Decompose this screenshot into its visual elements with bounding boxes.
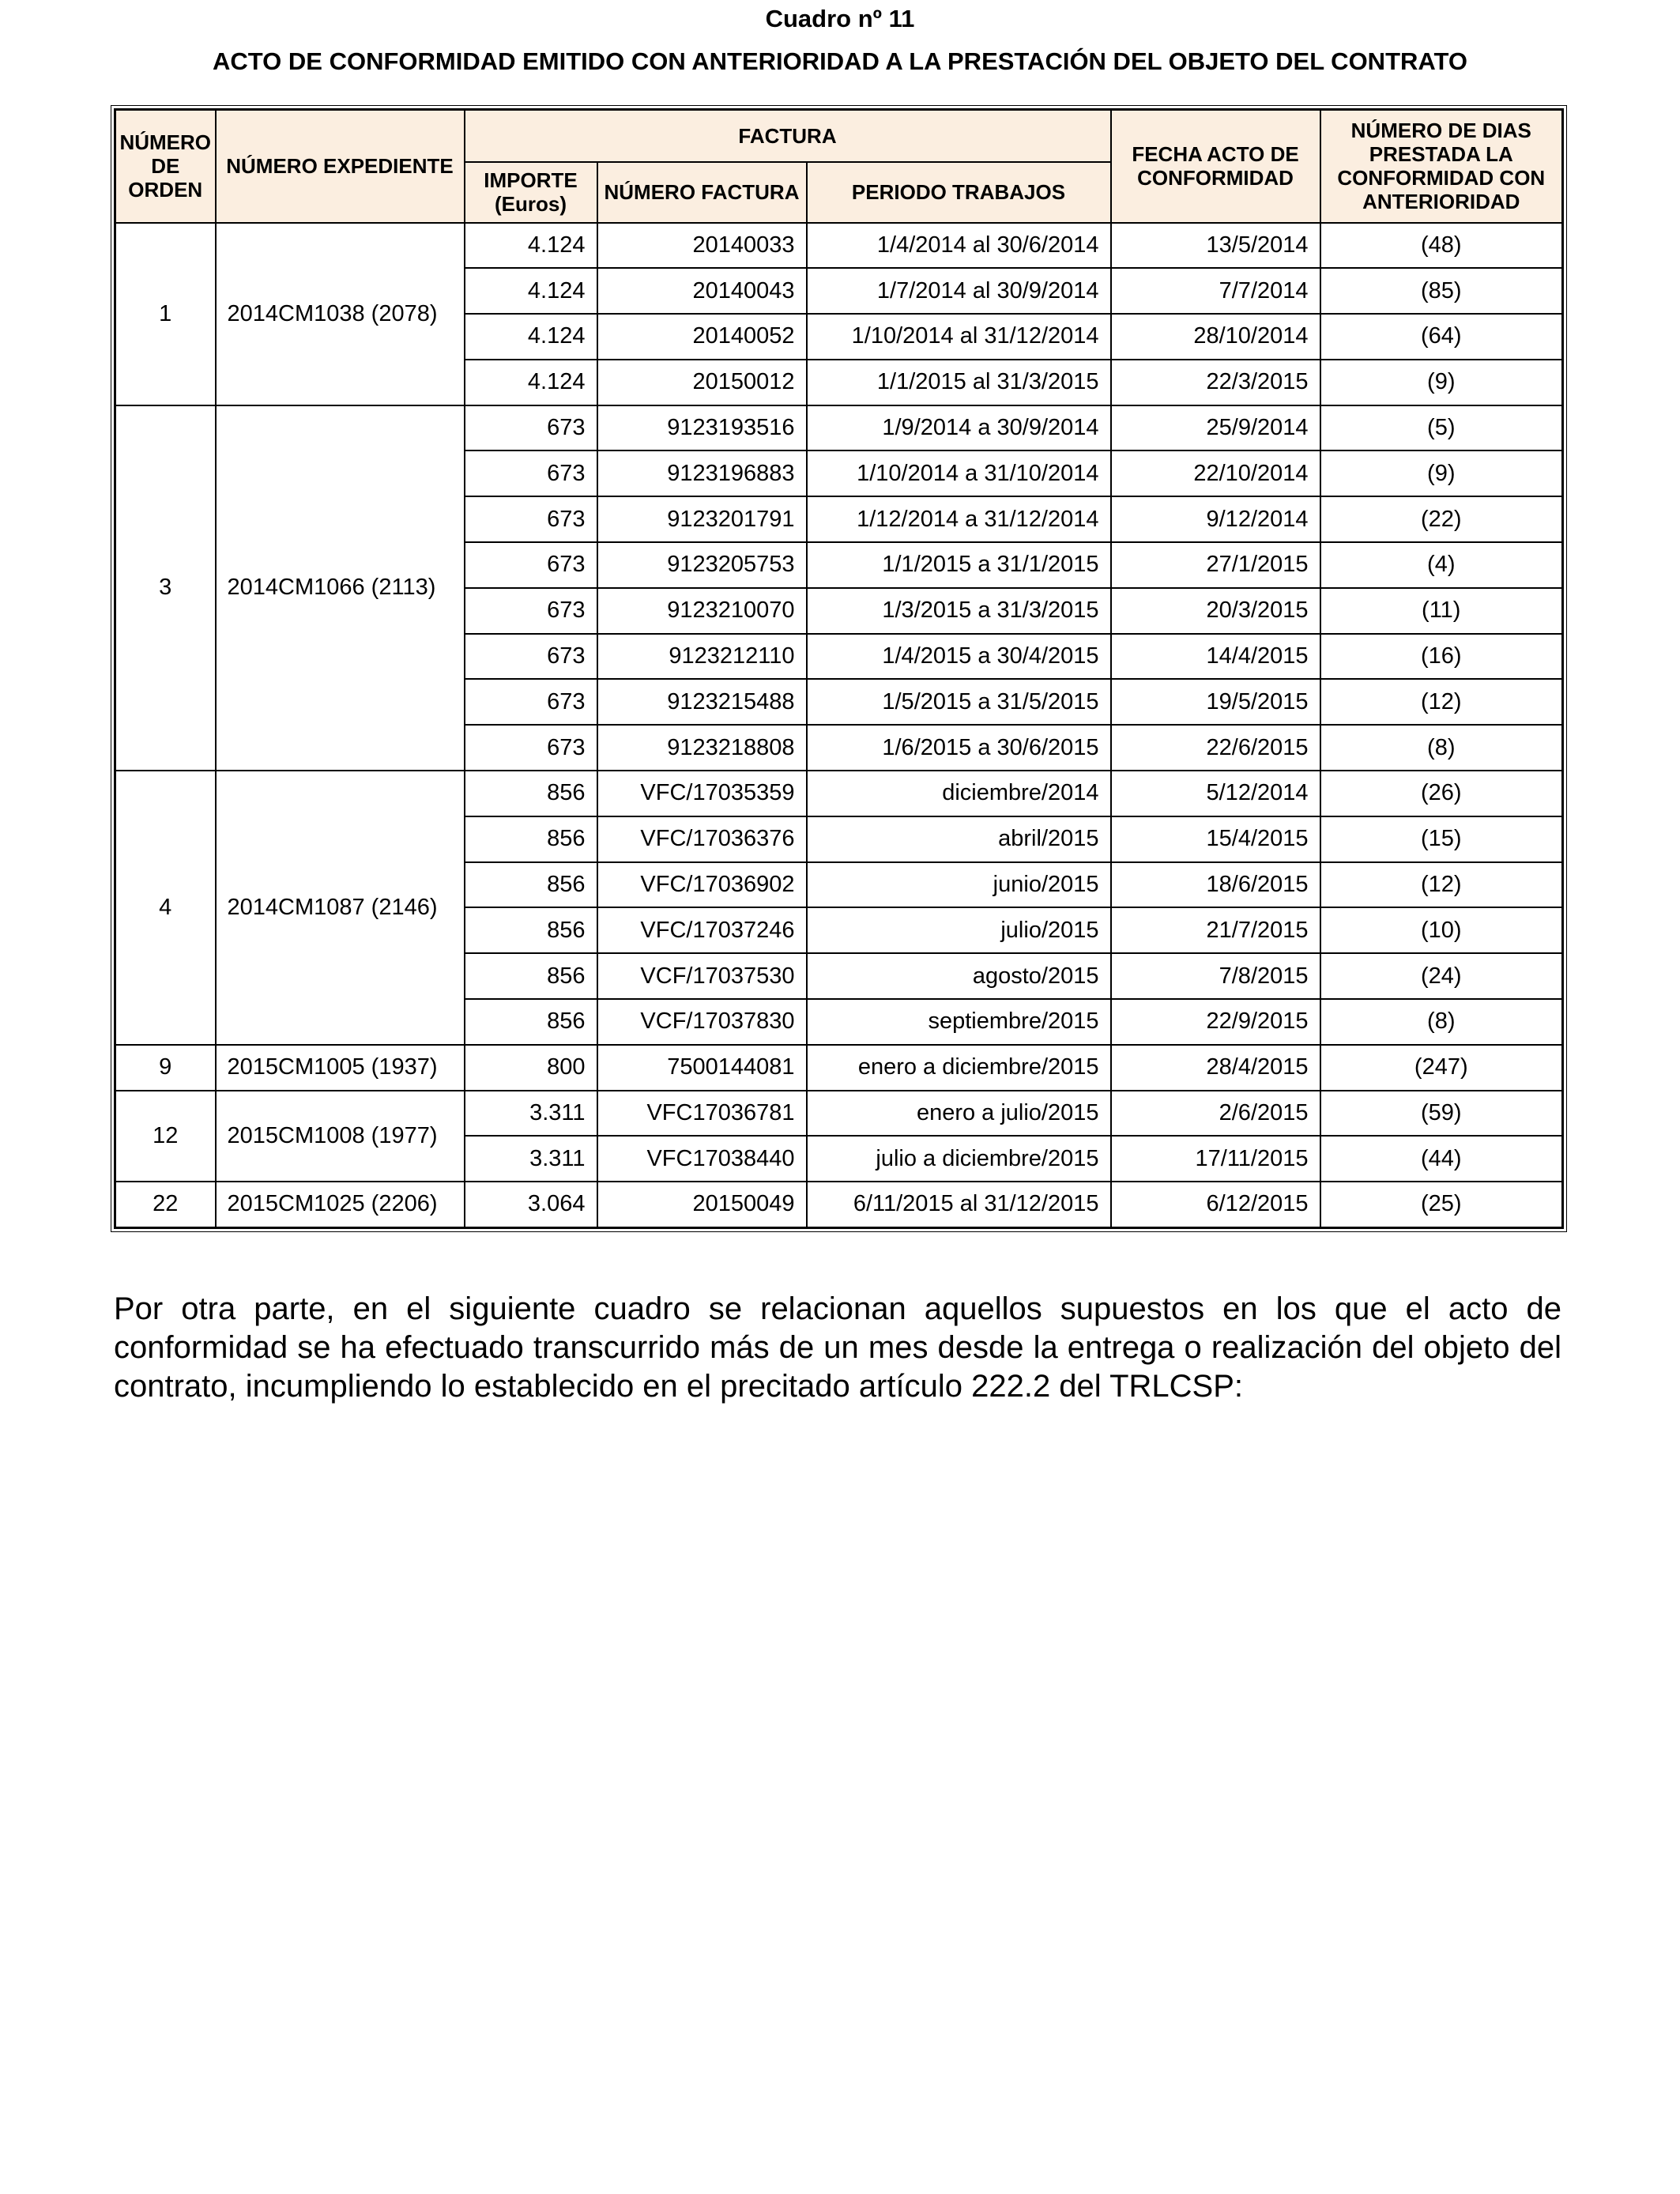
fecha-cell: 19/5/2015 <box>1111 679 1320 725</box>
fecha-cell: 7/7/2014 <box>1111 268 1320 314</box>
header-fecha: FECHA ACTO DE CONFORMIDAD <box>1111 110 1320 223</box>
factura-cell: 9123215488 <box>597 679 807 725</box>
factura-cell: VFC/17036376 <box>597 816 807 862</box>
importe-cell: 673 <box>465 496 597 542</box>
conformity-table <box>114 108 1564 1229</box>
periodo-cell: 1/7/2014 al 30/9/2014 <box>807 268 1111 314</box>
importe-cell: 4.124 <box>465 223 597 269</box>
orden-cell: 1 <box>115 223 216 405</box>
periodo-cell: 1/5/2015 a 31/5/2015 <box>807 679 1111 725</box>
fecha-cell: 28/4/2015 <box>1111 1045 1320 1091</box>
header-dias: NÚMERO DE DIAS PRESTADA LA CONFORMIDAD CON ANTERIORIDAD <box>1320 110 1563 223</box>
header-factura: FACTURA <box>465 110 1111 162</box>
dias-cell: (59) <box>1320 1091 1563 1137</box>
dias-cell: (16) <box>1320 634 1563 680</box>
importe-cell: 800 <box>465 1045 597 1091</box>
fecha-cell: 9/12/2014 <box>1111 496 1320 542</box>
periodo-cell: 6/11/2015 al 31/12/2015 <box>807 1182 1111 1227</box>
factura-cell: 20140052 <box>597 314 807 360</box>
dias-cell: (25) <box>1320 1182 1563 1227</box>
dias-cell: (48) <box>1320 223 1563 269</box>
fecha-cell: 6/12/2015 <box>1111 1182 1320 1227</box>
fecha-cell: 5/12/2014 <box>1111 771 1320 816</box>
importe-cell: 856 <box>465 862 597 908</box>
importe-cell: 856 <box>465 816 597 862</box>
periodo-cell: 1/6/2015 a 30/6/2015 <box>807 725 1111 771</box>
expediente-cell: 2014CM1038 (2078) <box>216 223 465 405</box>
importe-cell: 856 <box>465 999 597 1045</box>
importe-cell: 856 <box>465 953 597 999</box>
factura-cell: 20150049 <box>597 1182 807 1227</box>
expediente-cell: 2014CM1087 (2146) <box>216 771 465 1045</box>
table-title: ACTO DE CONFORMIDAD EMITIDO CON ANTERIORIDAD A LA PRESTACIÓN DEL OBJETO DEL CONTRATO <box>213 47 1467 75</box>
fecha-cell: 17/11/2015 <box>1111 1136 1320 1182</box>
factura-cell: 9123210070 <box>597 588 807 634</box>
fecha-cell: 7/8/2015 <box>1111 953 1320 999</box>
expediente-cell: 2015CM1025 (2206) <box>216 1182 465 1227</box>
periodo-cell: julio/2015 <box>807 907 1111 953</box>
factura-cell: VFC17038440 <box>597 1136 807 1182</box>
periodo-cell: 1/10/2014 al 31/12/2014 <box>807 314 1111 360</box>
dias-cell: (64) <box>1320 314 1563 360</box>
periodo-cell: junio/2015 <box>807 862 1111 908</box>
header-importe: IMPORTE (Euros) <box>465 162 597 223</box>
periodo-cell: 1/10/2014 a 31/10/2014 <box>807 450 1111 496</box>
fecha-cell: 21/7/2015 <box>1111 907 1320 953</box>
periodo-cell: 1/4/2014 al 30/6/2014 <box>807 223 1111 269</box>
periodo-cell: agosto/2015 <box>807 953 1111 999</box>
table-row <box>115 1045 1563 1091</box>
header-expediente: NÚMERO EXPEDIENTE <box>216 110 465 223</box>
fecha-cell: 28/10/2014 <box>1111 314 1320 360</box>
table-row <box>115 405 1563 451</box>
periodo-cell: diciembre/2014 <box>807 771 1111 816</box>
fecha-cell: 20/3/2015 <box>1111 588 1320 634</box>
factura-cell: VCF/17037830 <box>597 999 807 1045</box>
dias-cell: (247) <box>1320 1045 1563 1091</box>
dias-cell: (8) <box>1320 999 1563 1045</box>
fecha-cell: 18/6/2015 <box>1111 862 1320 908</box>
dias-cell: (44) <box>1320 1136 1563 1182</box>
table-caption: Cuadro nº 11 <box>765 5 915 32</box>
dias-cell: (24) <box>1320 953 1563 999</box>
fecha-cell: 22/3/2015 <box>1111 360 1320 405</box>
orden-cell: 12 <box>115 1091 216 1182</box>
dias-cell: (10) <box>1320 907 1563 953</box>
importe-cell: 3.311 <box>465 1091 597 1137</box>
periodo-cell: 1/3/2015 a 31/3/2015 <box>807 588 1111 634</box>
fecha-cell: 27/1/2015 <box>1111 542 1320 588</box>
fecha-cell: 22/10/2014 <box>1111 450 1320 496</box>
factura-cell: 20150012 <box>597 360 807 405</box>
factura-cell: VFC/17036902 <box>597 862 807 908</box>
fecha-cell: 14/4/2015 <box>1111 634 1320 680</box>
factura-cell: VFC/17037246 <box>597 907 807 953</box>
periodo-cell: septiembre/2015 <box>807 999 1111 1045</box>
periodo-cell: 1/1/2015 a 31/1/2015 <box>807 542 1111 588</box>
table-row <box>115 771 1563 816</box>
importe-cell: 3.311 <box>465 1136 597 1182</box>
factura-cell: 9123212110 <box>597 634 807 680</box>
factura-cell: VCF/17037530 <box>597 953 807 999</box>
fecha-cell: 2/6/2015 <box>1111 1091 1320 1137</box>
periodo-cell: abril/2015 <box>807 816 1111 862</box>
periodo-cell: enero a julio/2015 <box>807 1091 1111 1137</box>
periodo-cell: 1/9/2014 a 30/9/2014 <box>807 405 1111 451</box>
table-row <box>115 1182 1563 1227</box>
factura-cell: 9123205753 <box>597 542 807 588</box>
importe-cell: 4.124 <box>465 268 597 314</box>
dias-cell: (8) <box>1320 725 1563 771</box>
fecha-cell: 13/5/2014 <box>1111 223 1320 269</box>
fecha-cell: 22/9/2015 <box>1111 999 1320 1045</box>
orden-cell: 9 <box>115 1045 216 1091</box>
dias-cell: (12) <box>1320 679 1563 725</box>
expediente-cell: 2015CM1008 (1977) <box>216 1091 465 1182</box>
factura-cell: 20140033 <box>597 223 807 269</box>
importe-cell: 4.124 <box>465 360 597 405</box>
expediente-cell: 2014CM1066 (2113) <box>216 405 465 771</box>
importe-cell: 673 <box>465 450 597 496</box>
dias-cell: (9) <box>1320 450 1563 496</box>
importe-cell: 673 <box>465 542 597 588</box>
dias-cell: (4) <box>1320 542 1563 588</box>
importe-cell: 673 <box>465 679 597 725</box>
factura-cell: 9123218808 <box>597 725 807 771</box>
importe-cell: 673 <box>465 588 597 634</box>
importe-cell: 673 <box>465 405 597 451</box>
importe-cell: 673 <box>465 634 597 680</box>
fecha-cell: 25/9/2014 <box>1111 405 1320 451</box>
factura-cell: 20140043 <box>597 268 807 314</box>
header-numero-factura: NÚMERO FACTURA <box>597 162 807 223</box>
orden-cell: 3 <box>115 405 216 771</box>
dias-cell: (5) <box>1320 405 1563 451</box>
periodo-cell: julio a diciembre/2015 <box>807 1136 1111 1182</box>
periodo-cell: 1/12/2014 a 31/12/2014 <box>807 496 1111 542</box>
importe-cell: 856 <box>465 771 597 816</box>
expediente-cell: 2015CM1005 (1937) <box>216 1045 465 1091</box>
importe-cell: 4.124 <box>465 314 597 360</box>
header-periodo: PERIODO TRABAJOS <box>807 162 1111 223</box>
importe-cell: 856 <box>465 907 597 953</box>
dias-cell: (11) <box>1320 588 1563 634</box>
orden-cell: 4 <box>115 771 216 1045</box>
factura-cell: 9123201791 <box>597 496 807 542</box>
factura-cell: 9123196883 <box>597 450 807 496</box>
header-orden: NÚMERO DE ORDEN <box>115 110 216 223</box>
factura-cell: 7500144081 <box>597 1045 807 1091</box>
dias-cell: (26) <box>1320 771 1563 816</box>
fecha-cell: 22/6/2015 <box>1111 725 1320 771</box>
dias-cell: (15) <box>1320 816 1563 862</box>
importe-cell: 3.064 <box>465 1182 597 1227</box>
table-body <box>115 223 1563 1228</box>
periodo-cell: enero a diciembre/2015 <box>807 1045 1111 1091</box>
table-row <box>115 1091 1563 1137</box>
periodo-cell: 1/1/2015 al 31/3/2015 <box>807 360 1111 405</box>
orden-cell: 22 <box>115 1182 216 1227</box>
dias-cell: (9) <box>1320 360 1563 405</box>
fecha-cell: 15/4/2015 <box>1111 816 1320 862</box>
factura-cell: 9123193516 <box>597 405 807 451</box>
dias-cell: (12) <box>1320 862 1563 908</box>
factura-cell: VFC/17035359 <box>597 771 807 816</box>
factura-cell: VFC17036781 <box>597 1091 807 1137</box>
dias-cell: (85) <box>1320 268 1563 314</box>
dias-cell: (22) <box>1320 496 1563 542</box>
table-row <box>115 223 1563 269</box>
periodo-cell: 1/4/2015 a 30/4/2015 <box>807 634 1111 680</box>
body-paragraph: Por otra parte, en el siguiente cuadro se relacionan aquellos supuestos en los que el acto de conformidad se ha efectuado transcurrido más de un mes desde la entrega o realización del objeto del contrato, incumpliendo lo establecido en el precitado artículo 222.2 del TRLCSP: <box>114 1291 1561 1404</box>
importe-cell: 673 <box>465 725 597 771</box>
